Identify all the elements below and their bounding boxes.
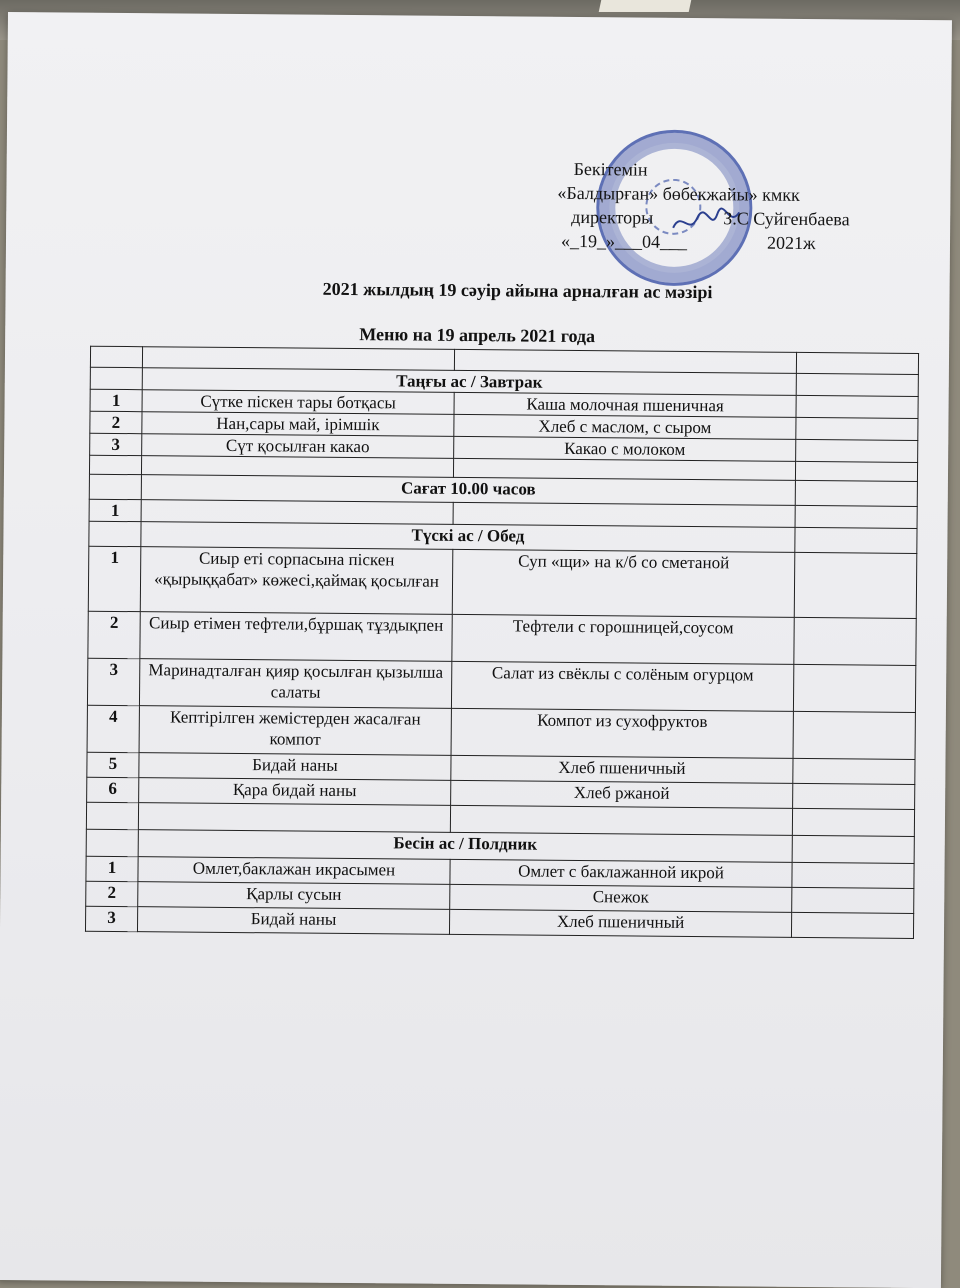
item-number: 1 [89,499,141,521]
item-russian: Хлеб ржаной [451,780,793,808]
approval-date: «_19_»___04___ [560,230,688,252]
approval-director-name: З.С Суйгенбаева [723,208,850,230]
table-row [87,705,915,759]
item-number: 1 [90,389,142,411]
approval-heading: Бекітемін [573,158,648,180]
approval-director-line [551,205,911,232]
item-russian: Омлет с баклажанной икрой [450,859,792,887]
item-kazakh: Кептірілген жемістерден жасалған компот [139,706,451,756]
title-kazakh: 2021 жылдың 19 сәуір айына арналған ас мәзірі [322,278,713,303]
approval-year: 2021ж [766,232,816,254]
item-kazakh: Омлет,баклажан икрасымен [138,857,450,885]
item-russian: Хлеб пшеничный [449,909,791,937]
menu-document [0,12,952,1288]
item-russian: Снежок [450,884,792,912]
item-number: 6 [87,777,139,802]
section-title: Таңғы ас / Завтрак [142,368,796,396]
item-russian [453,502,795,527]
section-title: Түскі ас / Обед [141,522,795,553]
item-kazakh: Сиыр етімен тефтели,бұршақ тұздықпен [140,612,452,662]
table-row [88,611,916,665]
item-kazakh: Қара бидай наны [139,778,451,806]
item-number: 3 [90,433,142,455]
item-number: 2 [86,881,138,906]
item-kazakh: Бидай наны [139,753,451,781]
item-kazakh [141,500,453,525]
table-row [87,658,915,712]
item-kazakh: Қарлы сусын [138,882,450,910]
item-number: 1 [86,856,138,881]
approval-date-line [551,229,911,256]
item-number: 1 [88,546,141,611]
item-russian: Компот из сухофруктов [451,708,793,758]
item-number: 4 [87,705,139,752]
item-russian: Тефтели с горошницей,соусом [452,614,794,664]
approval-organization: «Балдырған» бөбекжайы» кмкк [557,182,800,205]
menu-table [85,346,919,939]
approval-block [551,157,912,256]
item-number: 2 [90,411,142,433]
item-kazakh: Сиыр еті сорпасына піскен «қырыққабат» көжесі,қаймақ қосылған [140,547,453,615]
item-russian: Салат из свёклы с солёным огурцом [451,661,793,711]
item-kazakh: Сүт қосылған какао [142,434,454,459]
item-kazakh: Маринадталған қияр қосылған қызылша салаты [139,659,451,709]
item-russian: Хлеб пшеничный [451,755,793,783]
item-number: 3 [87,658,139,705]
item-number: 2 [88,611,140,658]
item-kazakh: Бидай наны [137,907,449,935]
section-title: Сағат 10.00 часов [141,475,795,506]
item-russian: Какао с молоком [454,436,796,461]
item-russian: Суп «щи» на к/б со сметаной [452,549,795,617]
item-kazakh: Нан,сары май, ірімшік [142,412,454,437]
item-russian: Хлеб с маслом, с сыром [454,414,796,439]
item-kazakh: Сүтке піскен тары ботқасы [142,390,454,415]
section-title: Бесін ас / Полдник [138,830,792,863]
item-number: 5 [87,752,139,777]
background-paper-scrap [599,0,692,12]
item-russian: Каша молочная пшеничная [454,392,796,417]
approval-director-label: директоры [571,206,654,228]
title-russian: Меню на 19 апрель 2021 года [359,324,596,347]
table-row [88,546,917,618]
item-number: 3 [85,906,137,931]
